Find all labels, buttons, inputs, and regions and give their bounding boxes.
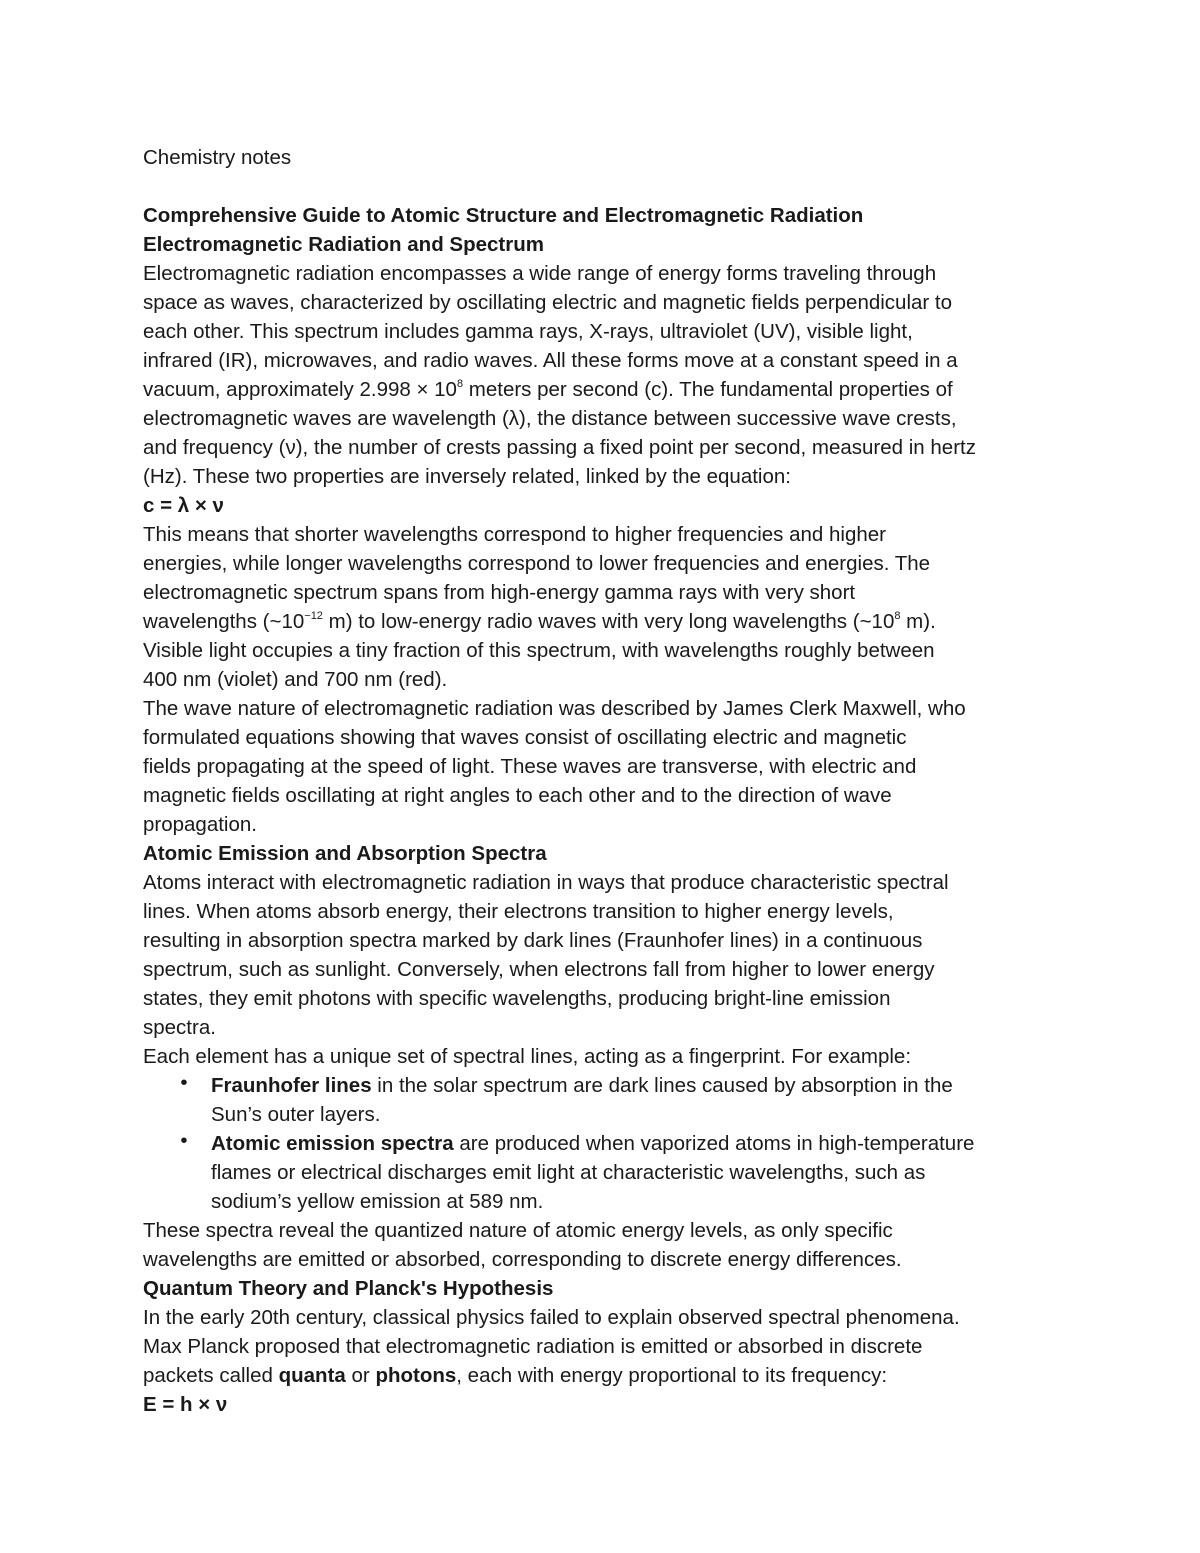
paragraph xyxy=(143,868,1073,1042)
text-line: magnetic fields oscillating at right angles to each other and to the direction of wave xyxy=(143,784,892,807)
text-line: spectrum, such as sunlight. Conversely, when electrons fall from higher to lower energy xyxy=(143,958,935,981)
text-line: Sun’s outer layers. xyxy=(211,1103,381,1126)
section-heading-quantum-theory: Quantum Theory and Planck's Hypothesis xyxy=(143,1277,554,1300)
text-line: flames or electrical discharges emit light at characteristic wavelengths, such as xyxy=(211,1161,926,1184)
text-run: wavelengths (~10 xyxy=(143,610,305,633)
section-heading-em-radiation: Electromagnetic Radiation and Spectrum xyxy=(143,233,544,256)
text-line xyxy=(143,607,1073,636)
text-line: lines. When atoms absorb energy, their electrons transition to higher energy levels, xyxy=(143,900,894,923)
text-line: Max Planck proposed that electromagnetic radiation is emitted or absorbed in discrete xyxy=(143,1335,923,1358)
bold-term: Fraunhofer lines xyxy=(211,1074,372,1097)
bold-term: photons xyxy=(375,1364,457,1387)
text-run: m). xyxy=(900,610,936,633)
text-run: vacuum, approximately 2.998 × 10 xyxy=(143,378,457,401)
text-line: propagation. xyxy=(143,813,257,836)
text-line: 400 nm (violet) and 700 nm (red). xyxy=(143,668,448,691)
section-heading-spectra: Atomic Emission and Absorption Spectra xyxy=(143,842,547,865)
text-line: space as waves, characterized by oscillating electric and magnetic fields perpendicular to xyxy=(143,291,953,314)
text-line: Each element has a unique set of spectral lines, acting as a fingerprint. For example: xyxy=(143,1045,912,1068)
text-line: fields propagating at the speed of light. These waves are transverse, with electric and xyxy=(143,755,917,778)
paragraph xyxy=(143,1216,1073,1274)
text-line: states, they emit photons with specific wavelengths, producing bright-line emission xyxy=(143,987,891,1010)
paragraph xyxy=(143,694,1073,839)
paragraph xyxy=(143,259,1073,491)
paragraph xyxy=(143,1303,1073,1390)
text-run: meters per second (c). The fundamental properties of xyxy=(463,378,953,401)
text-line xyxy=(143,375,1073,404)
text-line xyxy=(211,1071,1073,1100)
superscript: −12 xyxy=(304,610,323,622)
main-heading: Comprehensive Guide to Atomic Structure and Electromagnetic Radiation xyxy=(143,204,864,227)
text-run: packets called xyxy=(143,1364,279,1387)
text-line: infrared (IR), microwaves, and radio waves. All these forms move at a constant speed in a xyxy=(143,349,958,372)
text-line: (Hz). These two properties are inversely related, linked by the equation: xyxy=(143,465,791,488)
text-line: formulated equations showing that waves consist of oscillating electric and magnetic xyxy=(143,726,907,749)
text-line: sodium’s yellow emission at 589 nm. xyxy=(211,1190,544,1213)
equation-speed-of-light: c = λ × ν xyxy=(143,494,224,517)
text-line: Visible light occupies a tiny fraction of this spectrum, with wavelengths roughly between xyxy=(143,639,935,662)
text-run: are produced when vaporized atoms in high-temperature xyxy=(453,1132,975,1155)
paragraph xyxy=(143,520,1073,694)
text-line xyxy=(211,1129,1073,1158)
bullet-list-item xyxy=(143,1071,1073,1129)
text-line: each other. This spectrum includes gamma rays, X-rays, ultraviolet (UV), visible light, xyxy=(143,320,913,343)
text-line xyxy=(143,1361,1073,1390)
text-line: and frequency (ν), the number of crests passing a fixed point per second, measured in hertz xyxy=(143,436,976,459)
text-line: In the early 20th century, classical physics failed to explain observed spectral phenomena. xyxy=(143,1306,960,1329)
bold-term: quanta xyxy=(278,1364,346,1387)
text-line: electromagnetic spectrum spans from high-energy gamma rays with very short xyxy=(143,581,856,604)
text-run: or xyxy=(345,1364,376,1387)
text-run: in the solar spectrum are dark lines caused by absorption in the xyxy=(371,1074,953,1097)
text-line: Electromagnetic radiation encompasses a wide range of energy forms traveling through xyxy=(143,262,937,285)
text-line: This means that shorter wavelengths correspond to higher frequencies and higher xyxy=(143,523,886,546)
bullet-icon: • xyxy=(180,1129,188,1152)
text-line: electromagnetic waves are wavelength (λ), the distance between successive wave crests, xyxy=(143,407,957,430)
superscript: 8 xyxy=(456,378,464,390)
text-run: , each with energy proportional to its frequency: xyxy=(456,1364,888,1387)
bullet-list-item xyxy=(143,1129,1073,1216)
bold-term: Atomic emission spectra xyxy=(211,1132,454,1155)
text-line: resulting in absorption spectra marked by dark lines (Fraunhofer lines) in a continuous xyxy=(143,929,923,952)
text-line: spectra. xyxy=(143,1016,216,1039)
text-line: These spectra reveal the quantized nature of atomic energy levels, as only specific xyxy=(143,1219,893,1242)
text-line: The wave nature of electromagnetic radiation was described by James Clerk Maxwell, who xyxy=(143,697,966,720)
document-title: Chemistry notes xyxy=(143,146,292,169)
text-line: Atoms interact with electromagnetic radiation in ways that produce characteristic spectral xyxy=(143,871,949,894)
bullet-icon: • xyxy=(180,1071,188,1094)
superscript: 8 xyxy=(894,610,901,622)
equation-planck: E = h × ν xyxy=(143,1393,228,1416)
document-body xyxy=(143,143,1073,1419)
text-line: wavelengths are emitted or absorbed, corresponding to discrete energy differences. xyxy=(143,1248,902,1271)
text-line: energies, while longer wavelengths correspond to lower frequencies and energies. The xyxy=(143,552,931,575)
text-run: m) to low-energy radio waves with very long wavelengths (~10 xyxy=(322,610,895,633)
